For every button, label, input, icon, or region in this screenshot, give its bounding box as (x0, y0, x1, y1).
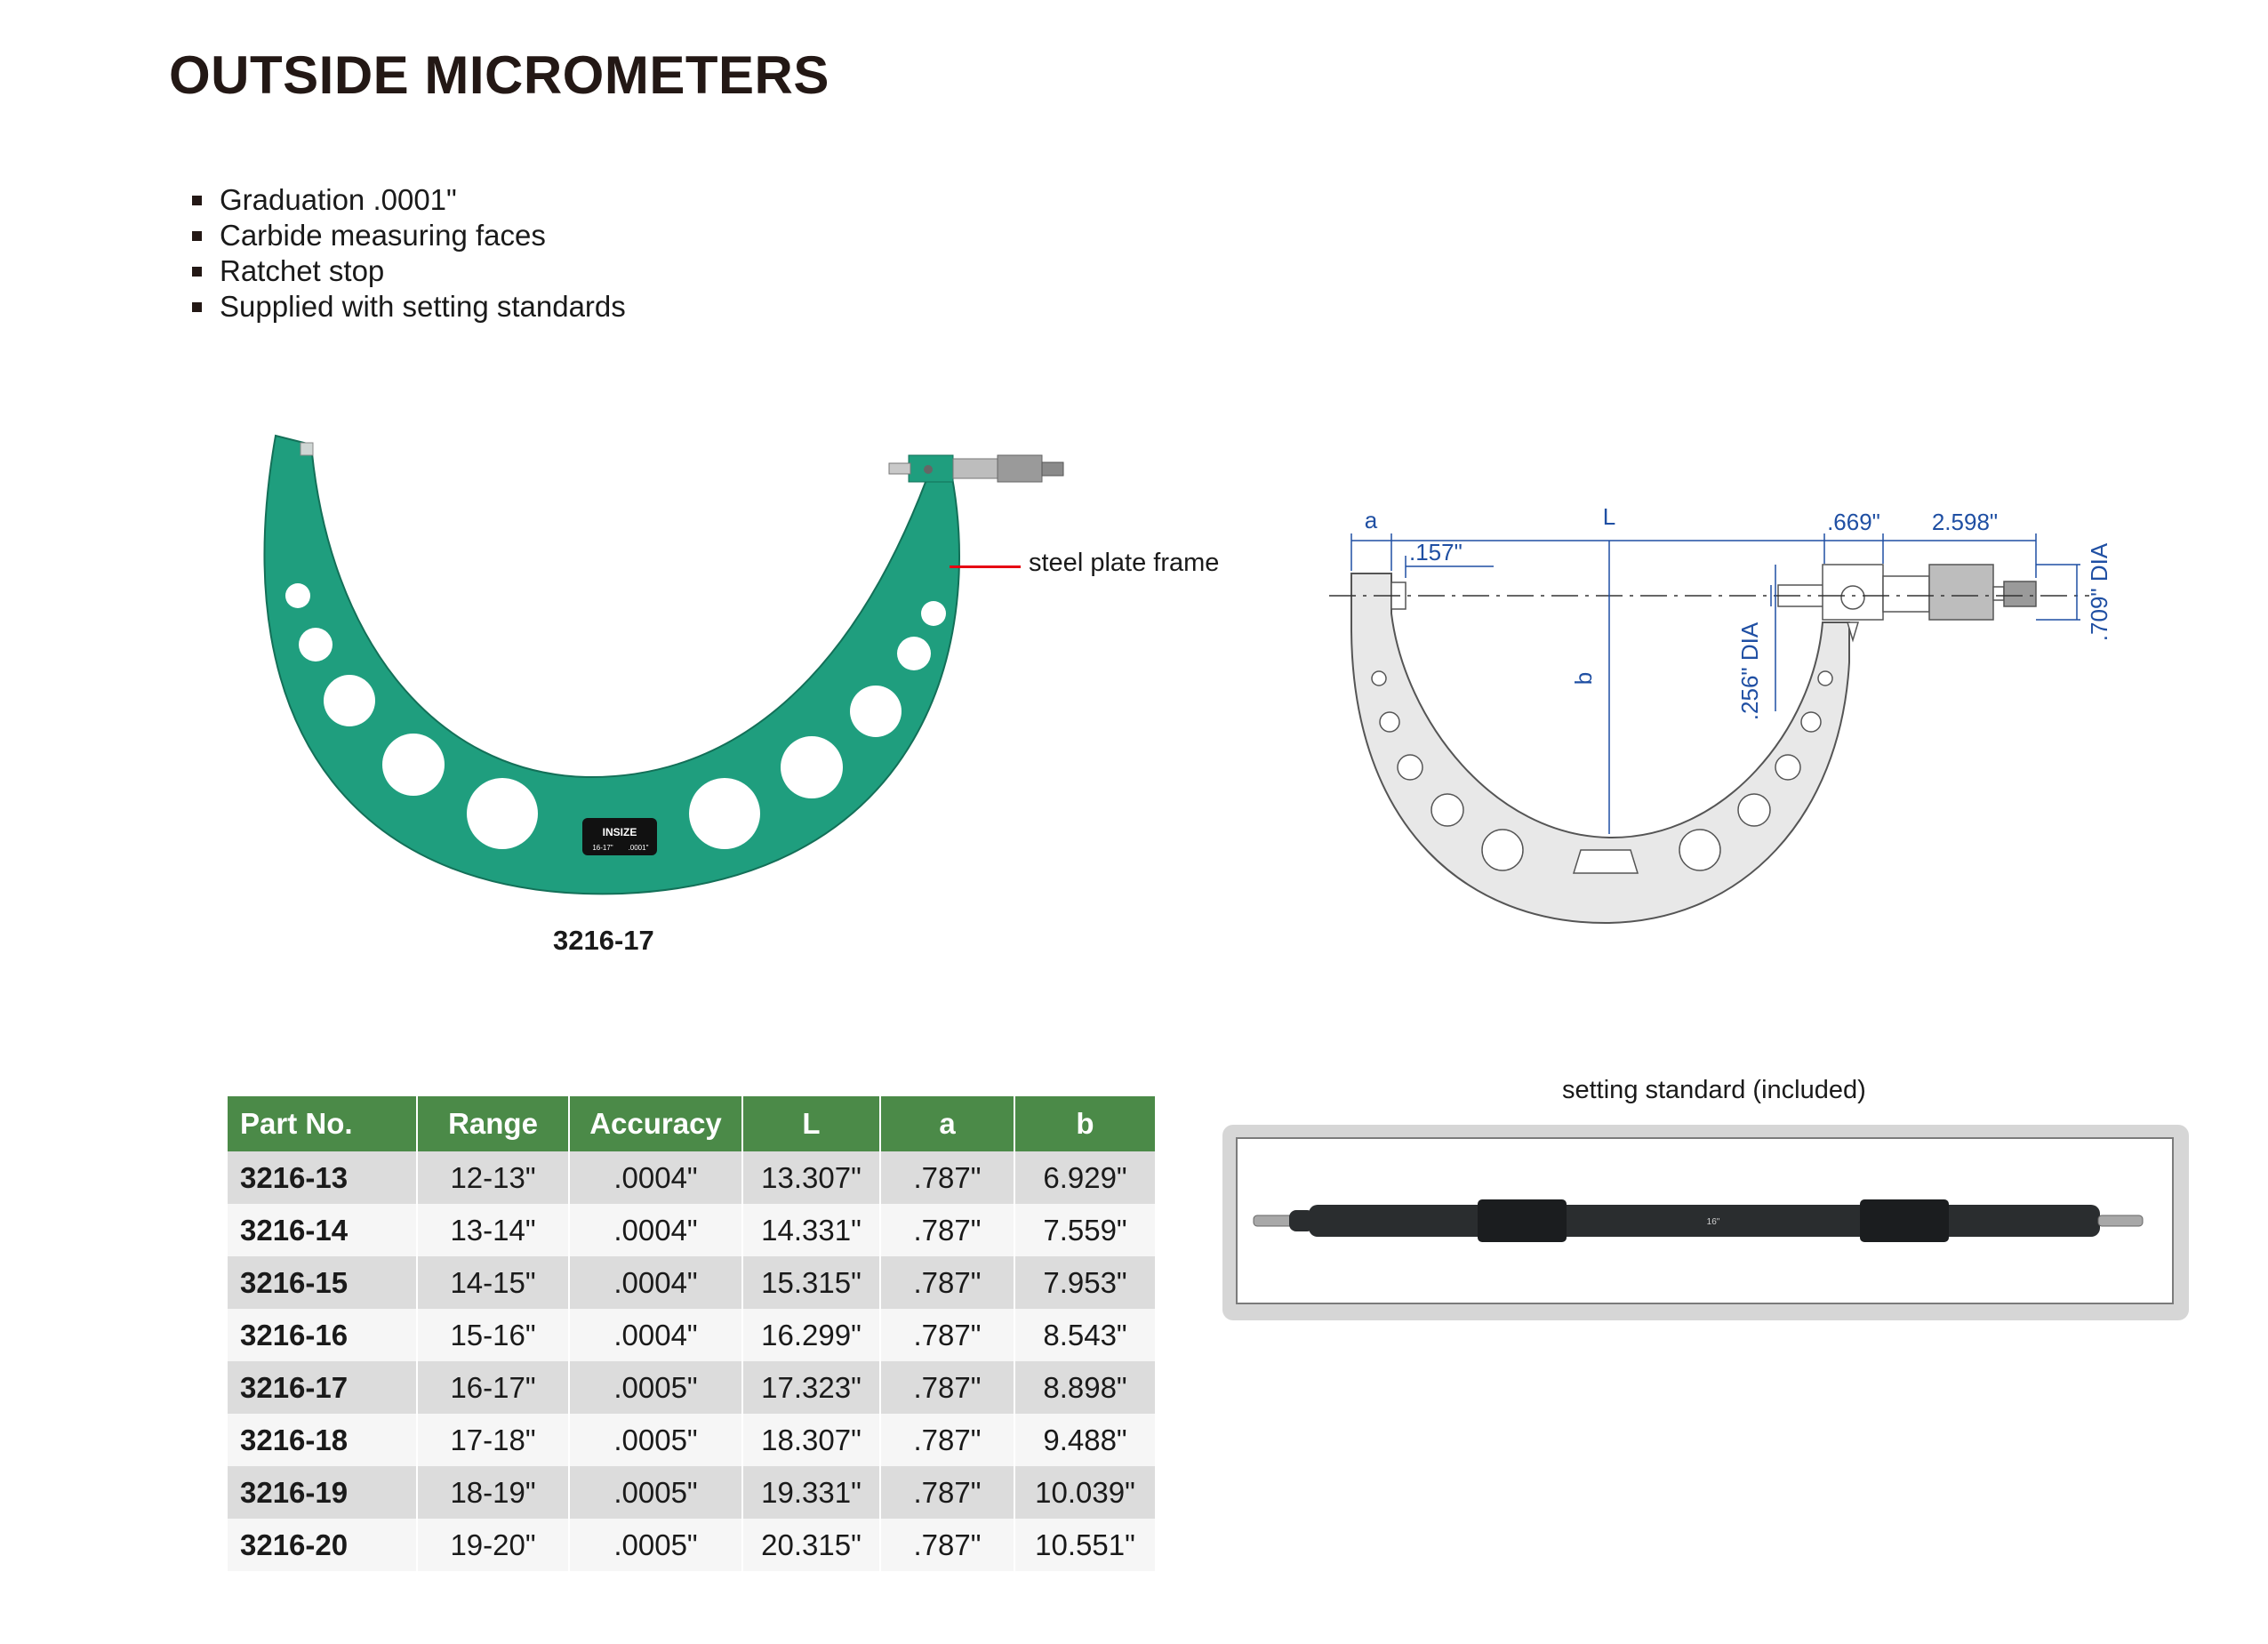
table-row: 3216-15 14-15" .0004" 15.315" .787" 7.953" (228, 1256, 1156, 1309)
table-row: 3216-19 18-19" .0005" 19.331" .787" 10.039" (228, 1466, 1156, 1519)
col-header-b: b (1014, 1096, 1156, 1151)
feature-item: Carbide measuring faces (188, 218, 626, 253)
svg-text:a: a (1364, 507, 1378, 533)
bullet-icon (192, 267, 202, 277)
frame-label: steel plate frame (1029, 549, 1220, 577)
dimension-drawing (1316, 489, 2169, 934)
table-row: 3216-16 15-16" .0004" 16.299" .787" 8.543" (228, 1309, 1156, 1361)
setting-standard-panel (1222, 1125, 2189, 1320)
frame-pointer-line (950, 565, 1021, 568)
svg-text:.709" DIA: .709" DIA (2086, 542, 2112, 642)
bullet-icon (192, 196, 202, 205)
standard-marking: 16" (1706, 1217, 1720, 1227)
col-header-l: L (742, 1096, 880, 1151)
setting-standard-rod (1238, 1139, 2172, 1303)
svg-text:.256" DIA: .256" DIA (1736, 622, 1763, 721)
micrometer-head (889, 455, 1063, 482)
table-row: 3216-17 16-17" .0005" 17.323" .787" 8.898" (228, 1361, 1156, 1414)
feature-item: Supplied with setting standards (188, 289, 626, 325)
feature-item: Graduation .0001" (188, 182, 626, 218)
svg-text:.669": .669" (1827, 509, 1880, 535)
bullet-icon (192, 302, 202, 312)
svg-text:L: L (1602, 503, 1616, 530)
drawing-head (1778, 565, 2036, 640)
page-title: OUTSIDE MICROMETERS (169, 45, 829, 105)
model-caption: 3216-17 (553, 925, 654, 956)
svg-text:.157": .157" (1409, 539, 1463, 565)
col-header-accuracy: Accuracy (569, 1096, 742, 1151)
bullet-icon (192, 231, 202, 241)
setting-standard-caption: setting standard (included) (1562, 1076, 1866, 1104)
micrometer-photo (231, 418, 1085, 916)
table-row: 3216-14 13-14" .0004" 14.331" .787" 7.559" (228, 1204, 1156, 1256)
table-header-row (228, 1096, 1156, 1151)
feature-list (188, 182, 626, 325)
col-header-part-no: Part No. (228, 1096, 417, 1151)
table-row: 3216-18 17-18" .0005" 18.307" .787" 9.488" (228, 1414, 1156, 1466)
col-header-a: a (880, 1096, 1014, 1151)
col-header-range: Range (417, 1096, 569, 1151)
spec-table (228, 1096, 1157, 1571)
table-row: 3216-13 12-13" .0004" 13.307" .787" 6.929" (228, 1151, 1156, 1204)
feature-item: Ratchet stop (188, 253, 626, 289)
svg-text:16-17": 16-17" (592, 844, 613, 852)
table-row: 3216-20 19-20" .0005" 20.315" .787" 10.551" (228, 1519, 1156, 1571)
svg-text:.0001": .0001" (628, 844, 649, 852)
svg-text:2.598": 2.598" (1931, 509, 1999, 535)
brand-logo: INSIZE (602, 826, 637, 838)
svg-text:b: b (1570, 671, 1597, 686)
